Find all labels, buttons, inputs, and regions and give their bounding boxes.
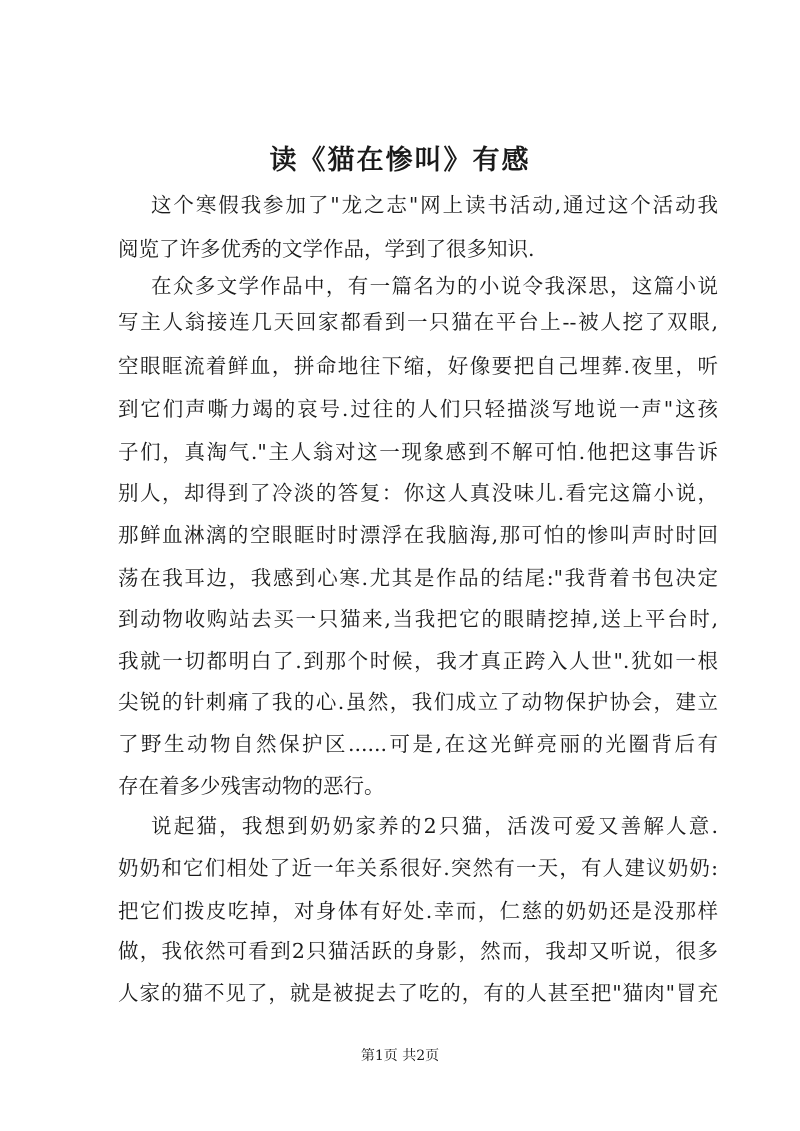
text-line: 了野生动物自然保护区......可是,在这光鲜亮丽的光圈背后有 <box>118 732 718 756</box>
text-line: 我就一切都明白了.到那个时候，我才真正跨入人世".犹如一根 <box>118 649 718 673</box>
text-line: 那鲜血淋漓的空眼眶时时漂浮在我脑海,那可怕的惨叫声时时回 <box>118 523 718 547</box>
text-line: 别人，却得到了冷淡的答复：你这人真没味儿.看完这篇小说， <box>118 481 718 505</box>
text-line: 尖锐的针刺痛了我的心.虽然，我们成立了动物保护协会，建立 <box>118 690 718 714</box>
document-title: 读《猫在惨叫》有感 <box>269 145 531 176</box>
text-line: 这个寒假我参加了"龙之志"网上读书活动,通过这个活动我 <box>151 193 718 217</box>
page-number-footer: 第1页 共2页 <box>360 1048 440 1064</box>
text-line: 做，我依然可看到2只猫活跃的身影，然而，我却又听说，很多 <box>118 939 718 963</box>
text-line: 到动物收购站去买一只猫来,当我把它的眼睛挖掉,送上平台时, <box>118 607 718 631</box>
text-line: 阅览了许多优秀的文学作品，学到了很多知识. <box>118 237 535 261</box>
text-line: 奶奶和它们相处了近一年关系很好.突然有一天，有人建议奶奶: <box>118 856 718 880</box>
text-line: 在众多文学作品中，有一篇名为的小说令我深思，这篇小说 <box>151 274 718 298</box>
text-line: 存在着多少残害动物的恶行。 <box>118 774 385 798</box>
text-line: 说起猫，我想到奶奶家养的2只猫，活泼可爱又善解人意. <box>151 814 718 838</box>
text-line: 把它们拨皮吃掉，对身体有好处.幸而，仁慈的奶奶还是没那样 <box>118 899 718 923</box>
text-line: 人家的猫不见了，就是被捉去了吃的，有的人甚至把"猫肉"冒充 <box>118 981 718 1005</box>
text-line: 空眼眶流着鲜血，拼命地往下缩，好像要把自己埋葬.夜里，听 <box>118 354 718 378</box>
text-line: 子们，真淘气."主人翁对这一现象感到不解可怕.他把这事告诉 <box>118 440 718 464</box>
text-line: 到它们声嘶力竭的哀号.过往的人们只轻描淡写地说一声"这孩 <box>118 397 718 421</box>
text-line: 写主人翁接连几天回家都看到一只猫在平台上--被人挖了双眼, <box>118 310 718 334</box>
text-line: 荡在我耳边，我感到心寒.尤其是作品的结尾:"我背着书包决定 <box>118 566 718 590</box>
